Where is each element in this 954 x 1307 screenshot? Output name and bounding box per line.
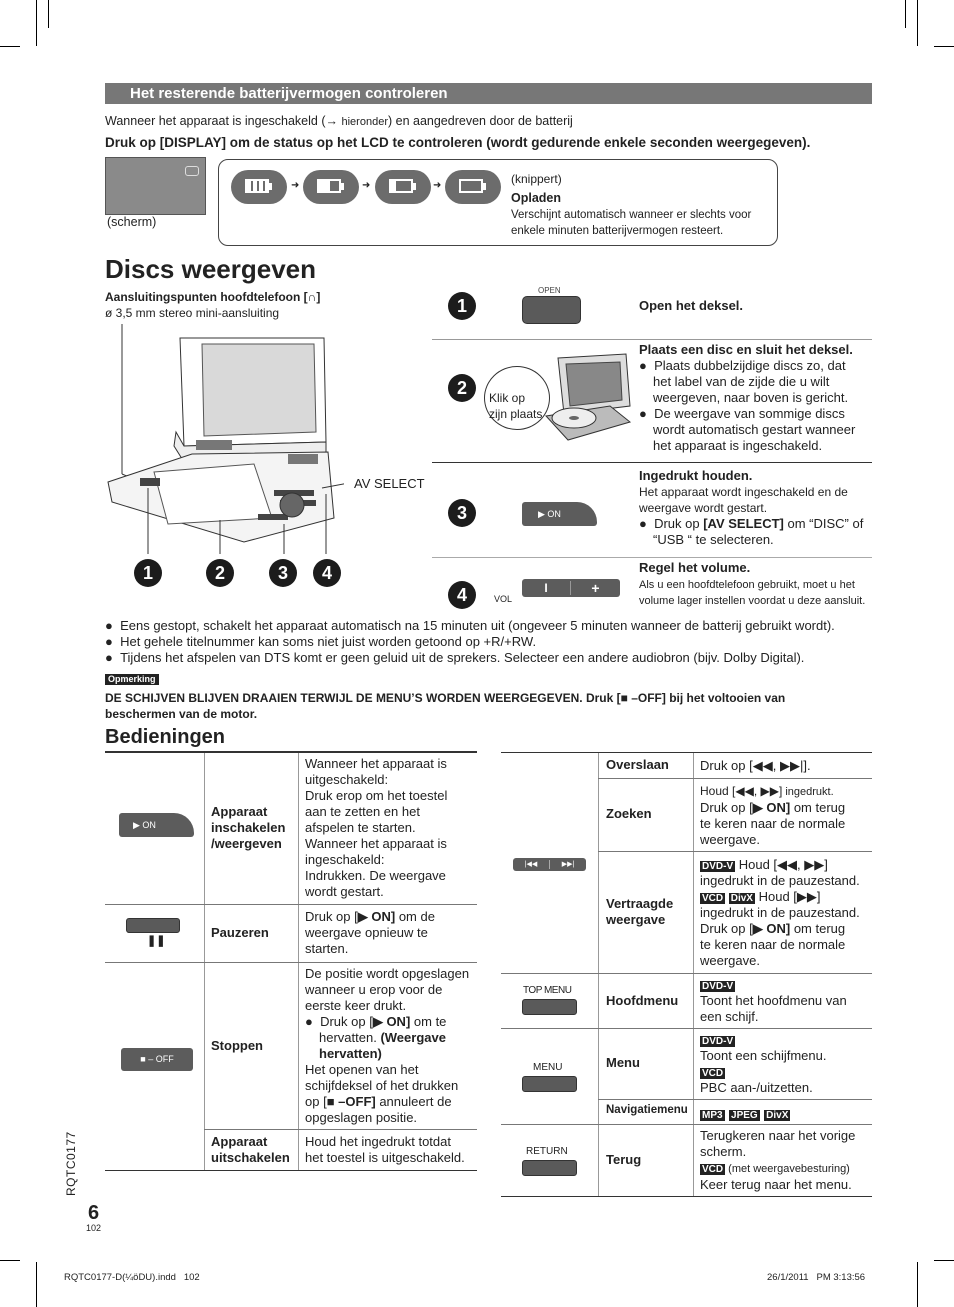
top-menu-label: TOP MENU [523, 985, 572, 996]
control-navmenu-tags: MP3 JPEG DivX [702, 1110, 789, 1121]
top-menu-button[interactable] [522, 999, 577, 1015]
step-2-bullets: ● Plaats dubbelzijdige discs zo, dat het label van de zijde die u wilt weergeven, naar boven is gericht. ● De weergave van sommige discs wordt automatisch gestart wanneer het apparaat is ingeschakeld. [639, 358, 856, 453]
battery-empty-blinking-icon [445, 170, 501, 204]
battery-mini-icon [185, 166, 199, 176]
page-sub: 102 [86, 1223, 102, 1233]
pause-icon: ❚❚ [147, 935, 166, 947]
control-power-off-label: Apparaat uitschakelen [211, 1134, 290, 1165]
on-button[interactable]: ▶ ON [522, 502, 597, 526]
step-4-title: Regel het volume. [639, 560, 751, 575]
control-on-button[interactable]: ▶ ON [119, 813, 194, 837]
control-stop-label: Stoppen [211, 1038, 263, 1053]
control-skip-desc: Druk op [◀◀, ▶▶|]. [700, 758, 811, 773]
battery-two-thirds-icon [303, 170, 359, 204]
arrow-right-icon: ➜ [362, 180, 371, 191]
headphone-label: Aansluitingspunten hoofdtelefoon [∩] ø 3,5 mm stereo mini-aansluiting [105, 290, 321, 320]
control-stop-desc: De positie wordt opgeslagen wanneer u erop voor de eerste keer drukt. ● Druk op [▶ ON] om te hervatten. (Weergave hervatten) Het openen van het schijfdeksel of het drukken op [■ –OFF] annuleert de opgeslagen positie. [305, 966, 470, 1125]
blink-label: (knippert) [511, 172, 562, 186]
control-menu-desc: DVD-V Toont een schijfmenu. VCD PBC aan-/uitzetten. [700, 1036, 827, 1095]
callout-3: 3 [269, 559, 297, 587]
timestamp: 26/1/2011 PM 3:13:56 [767, 1272, 866, 1283]
menu-button[interactable] [522, 1076, 577, 1092]
battery-status-box [218, 159, 778, 246]
control-power-on-label: Apparaat inschakelen /weergeven [211, 804, 286, 851]
control-pause-label: Pauzeren [211, 925, 269, 940]
disc-insert-illustration [540, 350, 632, 446]
stop-off-button[interactable]: ■ – OFF [121, 1048, 193, 1071]
file-name: RQTC0177-D(¼öDU).indd 102 [64, 1272, 200, 1283]
battery-intro: Wanneer het apparaat is ingeschakeld (→ hieronder) en aangedreven door de batterij [105, 114, 573, 128]
step-3-number: 3 [448, 499, 476, 527]
arrow-right-icon: ➜ [291, 180, 300, 191]
control-return-label: Terug [606, 1152, 642, 1167]
page-number: 6 [88, 1202, 100, 1224]
section-header-battery: Het resterende batterijvermogen controleren [105, 83, 872, 104]
section-title-discs: Discs weergeven [105, 254, 317, 284]
control-menu-label: Menu [606, 1055, 640, 1070]
step-1-number: 1 [448, 292, 476, 320]
step-3-text: Het apparaat wordt ingeschakeld en de weergave wordt gestart. ● Druk op [AV SELECT] om “DISC” of “USB “ te selecteren. [639, 485, 864, 547]
screen-label: (scherm) [107, 215, 157, 229]
control-search-desc: Houd [◀◀, ▶▶] ingedrukt. Druk op [▶ ON] om terug te keren naar de normale weergave. [700, 784, 846, 847]
skip-buttons [513, 858, 586, 871]
menu-label: MENU [533, 1062, 563, 1073]
control-topmenu-desc: DVD-V Toont het hoofdmenu van een schijf. [700, 981, 847, 1024]
return-label: RETURN [526, 1146, 568, 1157]
callout-2: 2 [206, 559, 234, 587]
charge-text: Verschijnt automatisch wanneer er slechts voor enkele minuten batterijvermogen resteert. [511, 209, 752, 237]
player-illustration [104, 322, 344, 567]
volume-control [522, 579, 620, 597]
doc-code-vertical: RQTC0177 [64, 1131, 78, 1196]
control-pause-desc: Druk op [▶ ON] om de weergave opnieuw te starten. [305, 909, 435, 956]
control-return-desc: Terugkeren naar het vorige scherm. VCD (met weergavebesturing) Keer terug naar het menu. [700, 1128, 856, 1192]
control-skip-label: Overslaan [606, 757, 669, 772]
pause-button[interactable] [126, 918, 180, 933]
callout-1: 1 [134, 559, 162, 587]
step-2-title: Plaats een disc en sluit het deksel. [639, 342, 853, 357]
step-4-number: 4 [448, 581, 476, 609]
click-text: Klik op zijn plaats [489, 391, 543, 421]
volume-up-button[interactable]: + [591, 580, 600, 596]
headphone-icon: ∩ [307, 290, 317, 304]
vol-label: VOL [494, 594, 513, 604]
stop-square-icon: ■ [620, 691, 628, 705]
step-1-title: Open het deksel. [639, 298, 744, 313]
open-button[interactable] [522, 296, 581, 324]
section-title-controls: Bedieningen [105, 726, 226, 748]
control-power-on-desc: Wanneer het apparaat is uitgeschakeld: Druk erop om het toestel aan te zetten en het afspelen te starten. Wanneer het apparaat is ingeschakeld: Indrukken. De weergave wordt gestart. [305, 756, 448, 899]
control-power-off-desc: Houd het ingedrukt totdat het toestel is uitgeschakeld. [305, 1134, 465, 1165]
control-slow-desc: DVD-V Houd [◀◀, ▶▶] ingedrukt in de pauzestand. VCD DivX Houd [▶▶] ingedrukt in de pauzestand. Druk op [▶ ON] om terug te keren naar de normale weergave. [700, 857, 860, 968]
callout-4: 4 [313, 559, 341, 587]
step-2-number: 2 [448, 374, 476, 402]
battery-instruction: Druk op [DISPLAY] om de status op het LCD te controleren (wordt gedurende enkele seconden weergegeven). [105, 135, 811, 150]
control-topmenu-label: Hoofdmenu [606, 993, 679, 1008]
skip-back-button[interactable]: |◀◀ [524, 861, 538, 868]
battery-one-third-icon [375, 170, 431, 204]
control-navmenu-label: Navigatiemenu [606, 1104, 688, 1116]
charge-title: Opladen [511, 191, 562, 205]
screen-image [105, 157, 206, 215]
remark-label: Opmerking [105, 674, 159, 685]
step-3-title: Ingedrukt houden. [639, 468, 753, 483]
open-label: OPEN [538, 286, 561, 295]
volume-down-button[interactable]: I [544, 581, 548, 595]
remark-text: DE SCHIJVEN BLIJVEN DRAAIEN TERWIJL DE MENU’S WORDEN WEERGEGEVEN. Druk [■ –OFF] bij het voltooien van beschermen van de motor. [105, 691, 786, 721]
notes-list: ● Eens gestopt, schakelt het apparaat automatisch na 15 minuten uit (ongeveer 5 minuten wanneer de batterij gebruikt wordt). ● Het gehele titelnummer kan soms niet juist worden getoond op +R/+RW. ● Tijdens het afspelen van DTS komt er geen geluid uit de sprekers. Selecteer een andere audiobron (bijv. Dolby Digital). [105, 618, 835, 665]
arrow-right-icon: ➜ [433, 180, 442, 191]
skip-forward-button[interactable]: ▶▶| [561, 861, 575, 868]
battery-full-icon [231, 170, 287, 204]
control-slow-label: Vertraagde weergave [606, 896, 674, 927]
control-search-label: Zoeken [606, 806, 652, 821]
av-select-label: AV SELECT [354, 476, 425, 491]
return-button[interactable] [522, 1160, 577, 1176]
step-4-text: Als u een hoofdtelefoon gebruikt, moet u het volume lager instellen voordat u deze aansluit. [639, 579, 866, 607]
